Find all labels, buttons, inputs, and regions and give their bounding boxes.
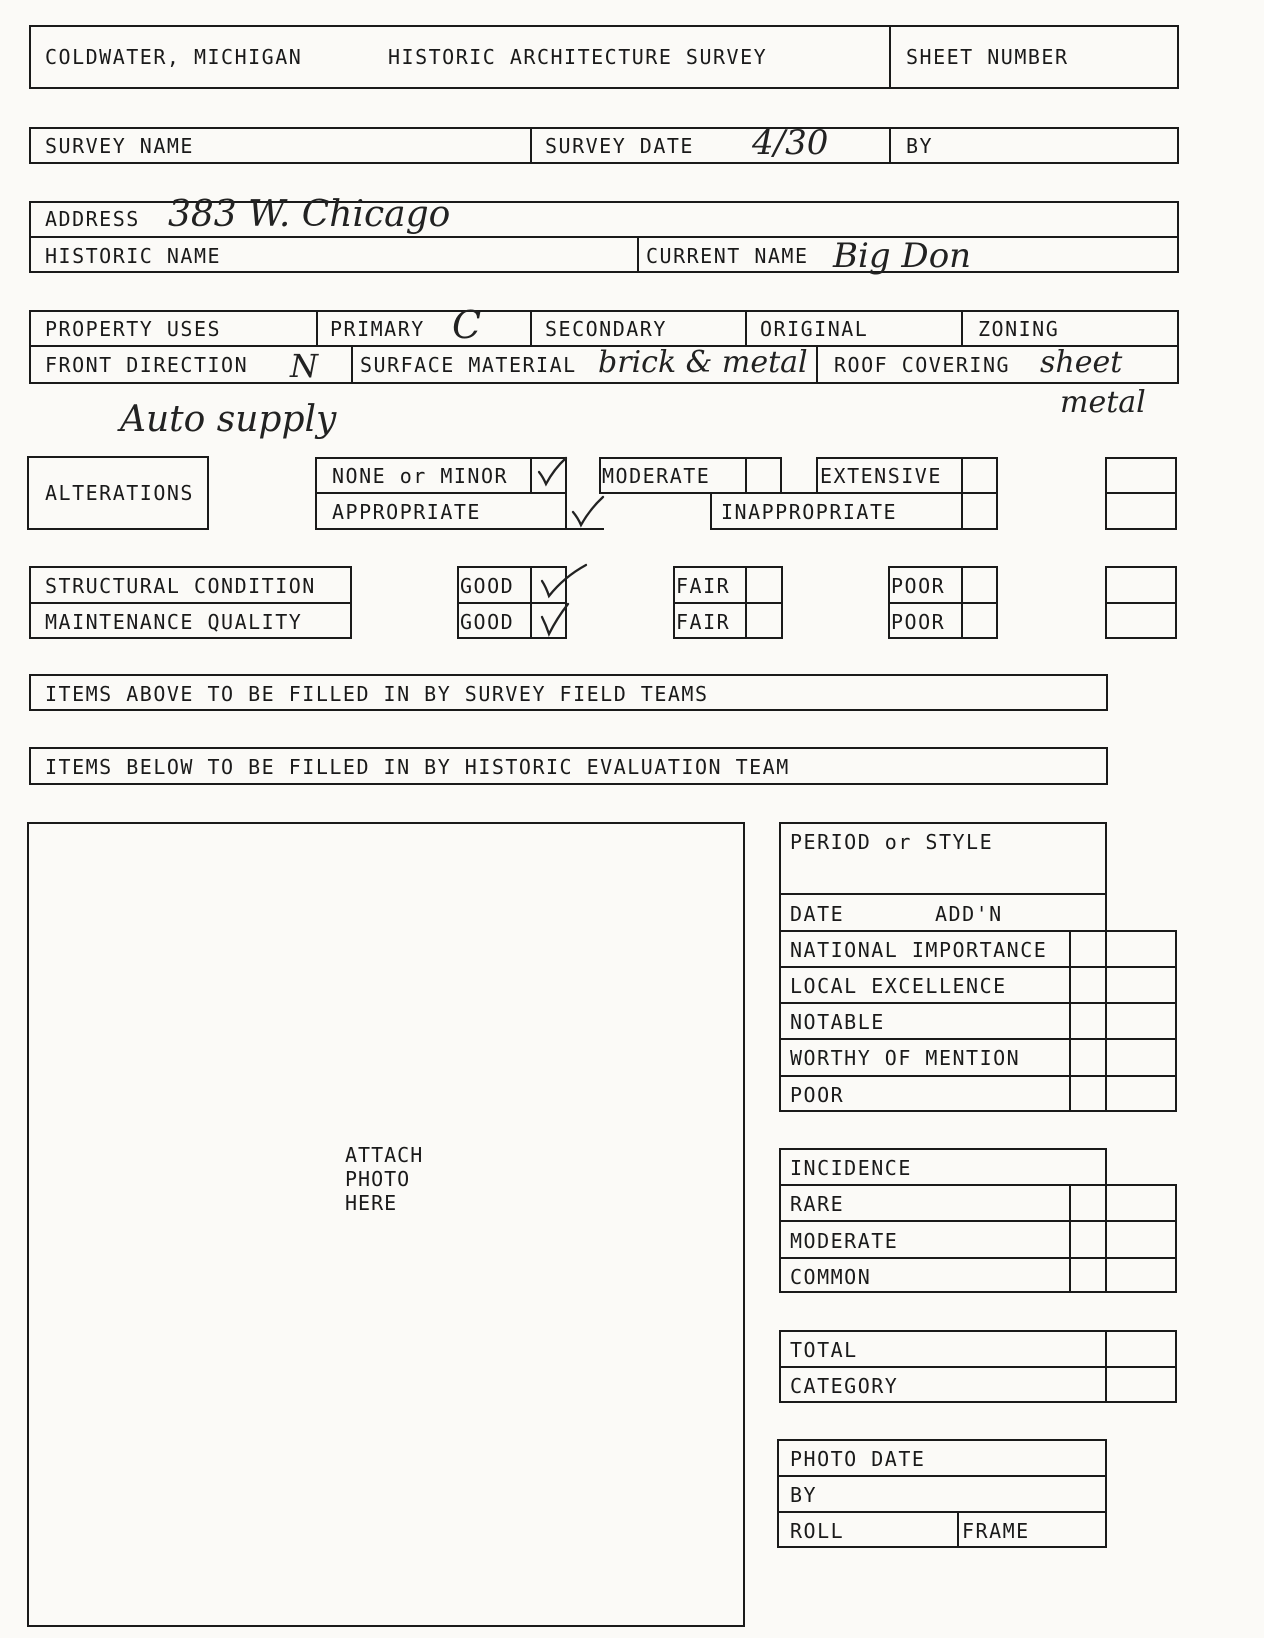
- national-importance-label: NATIONAL IMPORTANCE: [790, 938, 1048, 962]
- structural-poor-label: POOR: [891, 574, 946, 598]
- structural-condition-label: STRUCTURAL CONDITION: [45, 574, 316, 598]
- materials-divider-2: [816, 345, 818, 384]
- condition-label-divider: [29, 602, 352, 604]
- city-label: COLDWATER, MICHIGAN: [45, 45, 303, 69]
- photo-attach-area[interactable]: [27, 822, 745, 1627]
- property-divider-1: [316, 310, 318, 347]
- eval-h-1: [779, 893, 1107, 895]
- incidence-label: INCIDENCE: [790, 1156, 912, 1180]
- address-row-bottom: [29, 271, 1179, 273]
- eval-h-6: [779, 1075, 1177, 1077]
- current-name-value[interactable]: Big Don: [833, 236, 972, 276]
- alterations-inappropriate: INAPPROPRIATE: [721, 500, 898, 524]
- structural-poor-checkbox[interactable]: [961, 566, 998, 603]
- period-style-label[interactable]: PERIOD or STYLE: [790, 830, 994, 854]
- incidence-h-4: [779, 1291, 1177, 1293]
- photo-info-h-1: [777, 1475, 1107, 1477]
- primary-use-label: PRIMARY: [330, 317, 425, 341]
- address-value[interactable]: 383 W. Chicago: [168, 194, 451, 235]
- incidence-score-col: [1069, 1184, 1071, 1293]
- alterations-row-bottom-1: [315, 528, 604, 530]
- maintenance-good-label: GOOD: [460, 610, 515, 634]
- photo-by-label[interactable]: BY: [790, 1483, 818, 1507]
- survey-row-right: [1177, 127, 1179, 164]
- property-divider-4: [961, 310, 963, 347]
- eval-h-3: [779, 966, 1177, 968]
- total-label[interactable]: TOTAL: [790, 1338, 858, 1362]
- address-row-mid: [29, 236, 1179, 238]
- total-category-divider: [779, 1366, 1177, 1368]
- above-bar-bottom: [29, 709, 1108, 711]
- current-name-label: CURRENT NAME: [646, 244, 809, 268]
- photo-date-label[interactable]: PHOTO DATE: [790, 1447, 926, 1471]
- incidence-right: [1175, 1184, 1177, 1293]
- roof-covering-value-line1[interactable]: sheet: [1040, 345, 1123, 380]
- items-below-note: ITEMS BELOW TO BE FILLED IN BY HISTORIC EVALUATION TEAM: [45, 755, 790, 779]
- property-row-left: [29, 310, 31, 384]
- appropriate-check-mark[interactable]: [570, 494, 606, 530]
- eval-h-2: [779, 930, 1177, 932]
- notable-label: NOTABLE: [790, 1010, 885, 1034]
- eval-h-4: [779, 1002, 1177, 1004]
- sheet-number-label[interactable]: SHEET NUMBER: [906, 45, 1069, 69]
- alterations-moderate-checkbox[interactable]: [745, 457, 782, 494]
- survey-title: HISTORIC ARCHITECTURE SURVEY: [388, 45, 768, 69]
- attach-photo-line1: ATTACH: [345, 1143, 424, 1167]
- property-divider-2: [530, 310, 532, 347]
- property-divider-3: [745, 310, 747, 347]
- items-above-note: ITEMS ABOVE TO BE FILLED IN BY SURVEY FIELD TEAMS: [45, 682, 709, 706]
- alterations-row-mid-2: [599, 492, 998, 494]
- below-bar-left: [29, 747, 31, 785]
- incidence-moderate-label: MODERATE: [790, 1229, 899, 1253]
- maintenance-poor-label: POOR: [891, 610, 946, 634]
- roof-covering-value-line2[interactable]: metal: [1060, 385, 1146, 420]
- frame-label[interactable]: FRAME: [962, 1519, 1030, 1543]
- eval-right: [1175, 930, 1177, 1112]
- alterations-extensive-checkbox[interactable]: [961, 457, 998, 494]
- property-uses-label: PROPERTY USES: [45, 317, 222, 341]
- secondary-use-label[interactable]: SECONDARY: [545, 317, 667, 341]
- survey-divider-2: [889, 127, 891, 164]
- zoning-label[interactable]: ZONING: [978, 317, 1060, 341]
- condition-score-divider: [1105, 602, 1177, 604]
- above-bar-right: [1106, 674, 1108, 711]
- below-bar-top: [29, 747, 1108, 749]
- structural-fair-label: FAIR: [676, 574, 731, 598]
- alterations-v-7: [816, 457, 818, 494]
- primary-use-value[interactable]: C: [452, 303, 482, 347]
- address-label: ADDRESS: [45, 207, 140, 231]
- eval-score-col: [1069, 930, 1071, 1112]
- eval-top: [779, 822, 1107, 824]
- materials-divider-1: [351, 345, 353, 384]
- above-bar-left: [29, 674, 31, 711]
- attach-photo-line3: HERE: [345, 1191, 398, 1215]
- good-box-v: [530, 566, 532, 639]
- alterations-extensive: EXTENSIVE: [820, 464, 942, 488]
- below-bar-bottom: [29, 783, 1108, 785]
- alterations-v-1: [315, 457, 317, 530]
- alterations-label: ALTERATIONS: [45, 481, 194, 505]
- front-direction-label: FRONT DIRECTION: [45, 353, 249, 377]
- date-label[interactable]: DATE: [790, 902, 845, 926]
- eval-h-5: [779, 1038, 1177, 1040]
- address-row-right: [1177, 201, 1179, 273]
- alterations-row-bottom-2: [710, 528, 998, 530]
- address-row-left: [29, 201, 31, 273]
- roll-label[interactable]: ROLL: [790, 1519, 845, 1543]
- surface-material-value[interactable]: brick & metal: [598, 345, 808, 380]
- incidence-rare-label: RARE: [790, 1192, 845, 1216]
- maintenance-poor-checkbox[interactable]: [961, 602, 998, 639]
- addn-label[interactable]: ADD'N: [935, 902, 1003, 926]
- surface-material-label: SURFACE MATERIAL: [360, 353, 577, 377]
- alterations-none-minor: NONE or MINOR: [332, 464, 509, 488]
- historic-name-label[interactable]: HISTORIC NAME: [45, 244, 222, 268]
- local-excellence-label: LOCAL EXCELLENCE: [790, 974, 1007, 998]
- alterations-score-divider: [1105, 492, 1177, 494]
- eval-poor-label: POOR: [790, 1083, 845, 1107]
- maintenance-fair-checkbox[interactable]: [745, 602, 782, 639]
- survey-date-value[interactable]: 4/30: [752, 123, 829, 163]
- property-row-right: [1177, 310, 1179, 384]
- below-bar-right: [1106, 747, 1108, 785]
- maintenance-fair-label: FAIR: [676, 610, 731, 634]
- maintenance-quality-label: MAINTENANCE QUALITY: [45, 610, 303, 634]
- attach-photo-line2: PHOTO: [345, 1167, 411, 1191]
- alterations-v-2: [530, 457, 532, 494]
- structural-good-label: GOOD: [460, 574, 515, 598]
- structural-good-check-mark[interactable]: [538, 561, 590, 601]
- surveyor-by-label[interactable]: BY: [906, 134, 934, 158]
- alterations-v-8: [710, 492, 712, 530]
- original-use-label[interactable]: ORIGINAL: [760, 317, 869, 341]
- incidence-h-1: [779, 1184, 1177, 1186]
- eval-h-7: [779, 1110, 1177, 1112]
- alterations-inappropriate-checkbox[interactable]: [961, 492, 998, 529]
- names-divider: [637, 236, 639, 273]
- property-row-bottom: [29, 382, 1179, 384]
- survey-row-top: [29, 127, 1179, 129]
- total-category-v: [1105, 1330, 1107, 1403]
- roof-covering-label: ROOF COVERING: [834, 353, 1011, 377]
- property-row-top: [29, 310, 1179, 312]
- survey-name-label[interactable]: SURVEY NAME: [45, 134, 194, 158]
- header-divider: [889, 25, 891, 89]
- worthy-of-mention-label: WORTHY OF MENTION: [790, 1046, 1021, 1070]
- survey-row-left: [29, 127, 31, 164]
- alterations-v-4: [599, 457, 601, 494]
- above-bar-top: [29, 674, 1108, 676]
- incidence-common-label: COMMON: [790, 1265, 872, 1289]
- alterations-appropriate: APPROPRIATE: [332, 500, 481, 524]
- incidence-top: [779, 1148, 1107, 1150]
- category-label[interactable]: CATEGORY: [790, 1374, 899, 1398]
- survey-date-label: SURVEY DATE: [545, 134, 694, 158]
- structural-fair-checkbox[interactable]: [745, 566, 782, 603]
- survey-row-bottom: [29, 162, 1179, 164]
- incidence-h-3: [779, 1257, 1177, 1259]
- none-minor-check-mark[interactable]: [536, 455, 570, 489]
- front-direction-value[interactable]: N: [290, 347, 318, 385]
- survey-divider-1: [530, 127, 532, 164]
- photo-info-v: [957, 1511, 959, 1548]
- incidence-h-2: [779, 1220, 1177, 1222]
- photo-info-h-2: [777, 1511, 1107, 1513]
- alterations-moderate: MODERATE: [602, 464, 711, 488]
- use-note: Auto supply: [120, 399, 337, 440]
- maintenance-good-check-mark[interactable]: [538, 600, 572, 638]
